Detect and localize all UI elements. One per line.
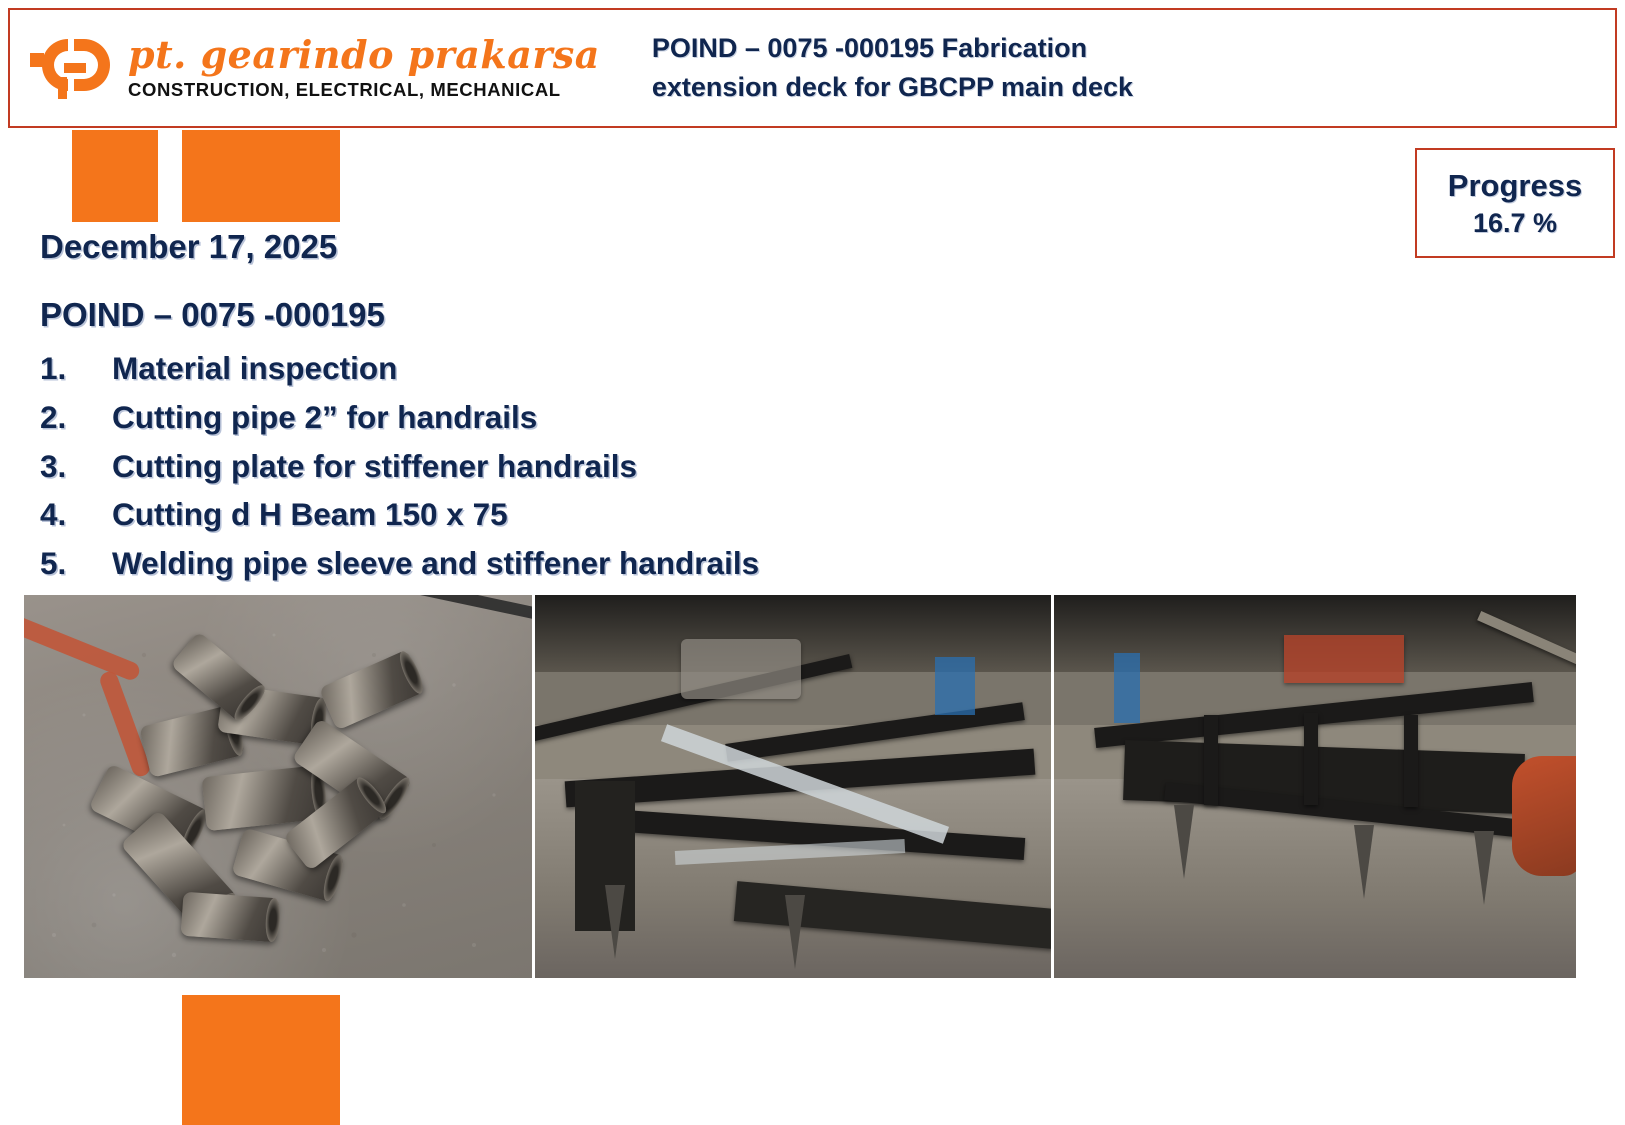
red-machine xyxy=(1284,635,1404,683)
task-label: Welding pipe sleeve and stiffener handrails xyxy=(112,545,760,582)
blue-equipment xyxy=(935,657,975,715)
task-item xyxy=(40,490,1240,539)
task-list xyxy=(40,344,1240,588)
deck-cross-member xyxy=(1404,715,1418,807)
deck-cross-member xyxy=(1304,713,1318,805)
blue-equipment xyxy=(1114,653,1140,723)
task-item xyxy=(40,393,1240,442)
report-header xyxy=(8,8,1617,128)
pipe-stand xyxy=(1474,831,1494,905)
progress-badge xyxy=(1415,148,1615,258)
welder-glove xyxy=(1512,756,1576,876)
pipe-stand xyxy=(785,895,805,969)
photo-strip xyxy=(24,595,1576,978)
progress-value: 16.7 % xyxy=(1472,207,1558,238)
task-number: 3. xyxy=(40,447,67,484)
task-label: Material inspection xyxy=(112,350,398,386)
page-title-line-1: POIND – 0075 -000195 Fabrication xyxy=(651,32,1088,63)
photo-cut-pipe-sleeves xyxy=(24,595,532,978)
task-number: 4. xyxy=(40,496,67,533)
company-tagline: CONSTRUCTION, ELECTRICAL, MECHANICAL xyxy=(128,78,561,100)
report-code: POIND – 0075 -000195 xyxy=(40,296,385,333)
photo-deck-frame-assembly xyxy=(535,595,1051,978)
progress-label: Progress xyxy=(1447,167,1583,203)
pipe-stand xyxy=(1354,825,1374,899)
pipe-sleeve xyxy=(181,892,280,943)
gp-monogram-logo-icon xyxy=(28,33,114,103)
task-item xyxy=(40,539,1240,588)
page-title-line-2: extension deck for GBCPP main deck xyxy=(651,72,1134,102)
deck-cross-member xyxy=(1204,715,1218,805)
covered-equipment xyxy=(681,639,801,699)
orange-accent-bar-bottom xyxy=(182,995,340,1125)
task-number: 2. xyxy=(40,398,67,435)
company-name: pt. gearindo prakarsa xyxy=(128,32,600,78)
task-label: Cutting d H Beam 150 x 75 xyxy=(112,496,508,533)
company-logo-block xyxy=(10,33,600,103)
photo-deck-frame-welding xyxy=(1054,595,1576,978)
task-label: Cutting pipe 2” for handrails xyxy=(112,398,538,435)
pipe-stand xyxy=(1174,805,1194,879)
task-item xyxy=(40,344,1240,393)
orange-accent-bar-top xyxy=(182,130,340,222)
task-label: Cutting plate for stiffener handrails xyxy=(112,447,638,484)
pipe-stand xyxy=(605,885,625,959)
task-number: 5. xyxy=(40,545,67,582)
report-date: December 17, 2025 xyxy=(40,228,338,265)
task-item xyxy=(40,442,1240,491)
page-title xyxy=(652,29,1133,107)
task-number: 1. xyxy=(40,350,67,386)
orange-accent-bar-left xyxy=(72,130,158,222)
